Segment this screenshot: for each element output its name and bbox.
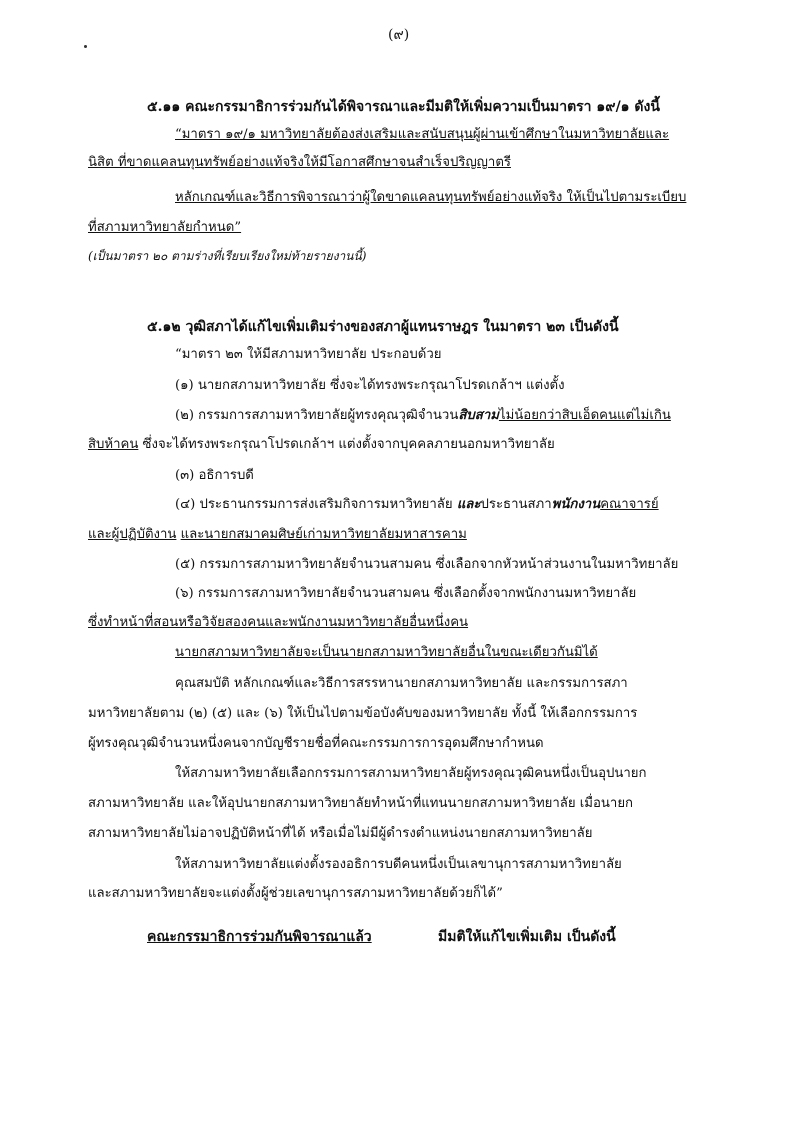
section-512-line-15: ให้สภามหาวิทยาลัยเลือกกรรมการสภามหาวิทยาลัยผู้ทรงคุณวุฒิคนหนึ่งเป็นอุปนายก (175, 766, 647, 781)
struck-word-and: และ (456, 497, 481, 512)
section-512-line-5: (๓) อธิการบดี (175, 468, 254, 483)
conclusion-committee: คณะกรรมาธิการร่วมกันพิจารณาแล้ว (147, 929, 372, 945)
section-512-line-12: คุณสมบัติ หลักเกณฑ์และวิธีการสรรหานายกสภามหาวิทยาลัย และกรรมการสภา (175, 676, 628, 691)
conclusion-resolution: มีมติให้แก้ไขเพิ่มเติม เป็นดังนี้ (438, 929, 616, 945)
scan-speck (84, 45, 87, 48)
section-512-line-1: “มาตรา ๒๓ ให้มีสภามหาวิทยาลัย ประกอบด้วย (175, 347, 442, 362)
amended-practitioners: และผู้ปฏิบัติงาน (88, 527, 177, 542)
amended-range: ไม่น้อยกว่าสิบเอ็ดคนแต่ไม่เกิน (498, 408, 671, 423)
section-512-line-18: ให้สภามหาวิทยาลัยแต่งตั้งรองอธิการบดีคนหนึ่งเป็นเลขานุการสภามหาวิทยาลัย (175, 857, 622, 872)
line-6-text: (๔) ประธานกรรมการส่งเสริมกิจการมหาวิทยาลัย (175, 497, 457, 512)
amended-alumni-president: และนายกสมาคมศิษย์เก่ามหาวิทยาลัยมหาสารคาม (180, 527, 467, 542)
section-512-line-19: และสภามหาวิทยาลัยจะแต่งตั้งผู้ช่วยเลขานุการสภามหาวิทยาลัยด้วยก็ได้” (88, 886, 503, 901)
section-511-line-3: หลักเกณฑ์และวิธีการพิจารณาว่าผู้ใดขาดแคลนทุนทรัพย์อย่างแท้จริง ให้เป็นไปตามระเบียบ (175, 190, 687, 205)
section-512-line-8: (๕) กรรมการสภามหาวิทยาลัยจำนวนสามคน ซึ่งเลือกจากหัวหน้าส่วนงานในมหาวิทยาลัย (175, 557, 679, 572)
section-512-line-3 (175, 407, 671, 425)
line-6-chair: ประธานสภา (480, 497, 552, 512)
line-4-text: ซึ่งจะได้ทรงพระกรุณาโปรดเกล้าฯ แต่งตั้งจากบุคคลภายนอกมหาวิทยาลัย (138, 437, 555, 452)
section-512-line-9: (๖) กรรมการสภามหาวิทยาลัยจำนวนสามคน ซึ่งเลือกตั้งจากพนักงานมหาวิทยาลัย (175, 586, 637, 601)
section-511-line-4: ที่สภามหาวิทยาลัยกำหนด” (88, 220, 242, 235)
section-512-line-4 (88, 436, 555, 454)
struck-word-sibsam: สิบสาม (458, 408, 499, 423)
section-512-line-13: มหาวิทยาลัยตาม (๒) (๕) และ (๖) ให้เป็นไปตามข้อบังคับของมหาวิทยาลัย ทั้งนี้ ให้เลือกกรรมการ (88, 706, 638, 721)
section-512-line-17: สภามหาวิทยาลัยไม่อาจปฏิบัติหน้าที่ได้ หรือเมื่อไม่มีผู้ดำรงตำแหน่งนายกสภามหาวิทยาลัย (88, 826, 593, 841)
section-511-note: (เป็นมาตรา ๒๐ ตามร่างที่เรียบเรียงใหม่ท้ายรายงานนี้) (88, 249, 367, 263)
section-512-line-10: ซึ่งทำหน้าที่สอนหรือวิจัยสองคนและพนักงานมหาวิทยาลัยอื่นหนึ่งคน (88, 615, 469, 630)
section-512-line-6 (175, 496, 659, 514)
struck-word-staff: พนักงาน (551, 497, 601, 512)
section-512-heading: ๕.๑๒ วุฒิสภาได้แก้ไขเพิ่มเติมร่างของสภาผู้แทนราษฎร ในมาตรา ๒๓ เป็นดังนี้ (147, 319, 619, 335)
amended-faculty: คณาจารย์ (600, 497, 659, 512)
section-512-line-14: ผู้ทรงคุณวุฒิจำนวนหนึ่งคนจากบัญชีรายชื่อที่คณะกรรมการการอุดมศึกษากำหนด (88, 736, 544, 751)
section-512-line-16: สภามหาวิทยาลัย และให้อุปนายกสภามหาวิทยาลัยทำหน้าที่แทนนายกสภามหาวิทยาลัย เมื่อนายก (88, 796, 634, 811)
section-512-line-2: (๑) นายกสภามหาวิทยาลัย ซึ่งจะได้ทรงพระกรุณาโปรดเกล้าฯ แต่งตั้ง (175, 378, 565, 393)
section-512-line-7 (88, 526, 467, 544)
section-511-heading: ๕.๑๑ คณะกรรมาธิการร่วมกันได้พิจารณาและมีมติให้เพิ่มความเป็นมาตรา ๑๙/๑ ดังนี้ (147, 99, 660, 115)
amended-fifteen: สิบห้าคน (88, 437, 139, 452)
section-511-line-1: “มาตรา ๑๙/๑ มหาวิทยาลัยต้องส่งเสริมและสนับสนุนผู้ผ่านเข้าศึกษาในมหาวิทยาลัยและ (175, 127, 670, 142)
section-511-line-2: นิสิต ที่ขาดแคลนทุนทรัพย์อย่างแท้จริงให้มีโอกาสศึกษาจนสำเร็จปริญญาตรี (88, 155, 511, 170)
page-number: (๙) (388, 27, 410, 43)
section-512-line-11: นายกสภามหาวิทยาลัยจะเป็นนายกสภามหาวิทยาลัยอื่นในขณะเดียวกันมิได้ (175, 645, 598, 660)
line-3-text: (๒) กรรมการสภามหาวิทยาลัยผู้ทรงคุณวุฒิจำนวน (175, 408, 459, 423)
